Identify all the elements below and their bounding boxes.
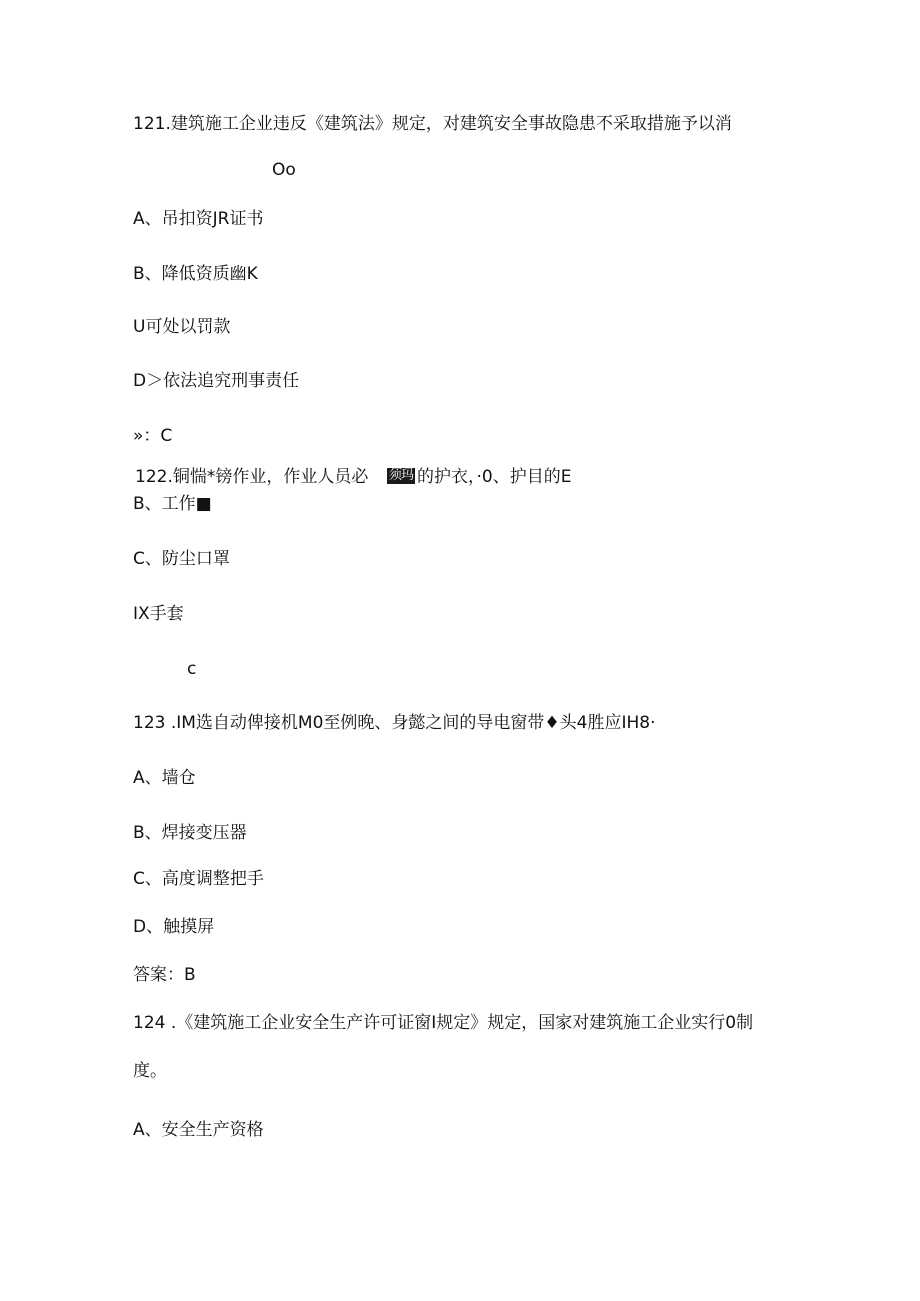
question-124-continuation: 度。 — [133, 1061, 167, 1081]
option-a: A、安全生产资格 — [133, 1120, 264, 1140]
option-d: IX手套 — [133, 604, 184, 624]
option-b: B、工作■ — [133, 494, 212, 514]
redacted-stamp: 须玛 — [389, 468, 414, 483]
question-124-text: 124 .《建筑施工企业安全生产许可证窗I规定》规定，国家对建筑施工企业实行0制 — [133, 1013, 754, 1033]
option-b: B、降低资质幽K — [133, 264, 258, 284]
answer-122: c — [187, 659, 197, 679]
option-c: C、防尘口罩 — [133, 549, 230, 569]
question-122-text: 122.铜惴*镑作业，作业人员必 — [135, 467, 369, 487]
answer-121: »：C — [133, 426, 173, 446]
option-c: U可处以罚款 — [133, 317, 231, 337]
question-121-text: 121.建筑施工企业违反《建筑法》规定，对建筑安全事故隐患不采取措施予以消 — [133, 114, 732, 134]
question-121-continuation: Oo — [272, 160, 296, 180]
question-123-text: 123 .IM选自动俾接机M0至例晚、身懿之间的导电窗带♦头4胜应IH8· — [133, 713, 656, 733]
option-b: B、焊接变压器 — [133, 823, 247, 843]
option-a: A、墙仓 — [133, 768, 196, 788]
answer-123: 答案：B — [133, 965, 196, 985]
option-a: A、吊扣资JR证书 — [133, 209, 264, 229]
option-c: C、高度调整把手 — [133, 869, 264, 889]
option-d: D＞依法追究刑事责任 — [133, 371, 300, 391]
question-122-text-end: 的护衣，·0、护目的E — [417, 467, 572, 487]
option-d: D、触摸屏 — [133, 917, 215, 937]
